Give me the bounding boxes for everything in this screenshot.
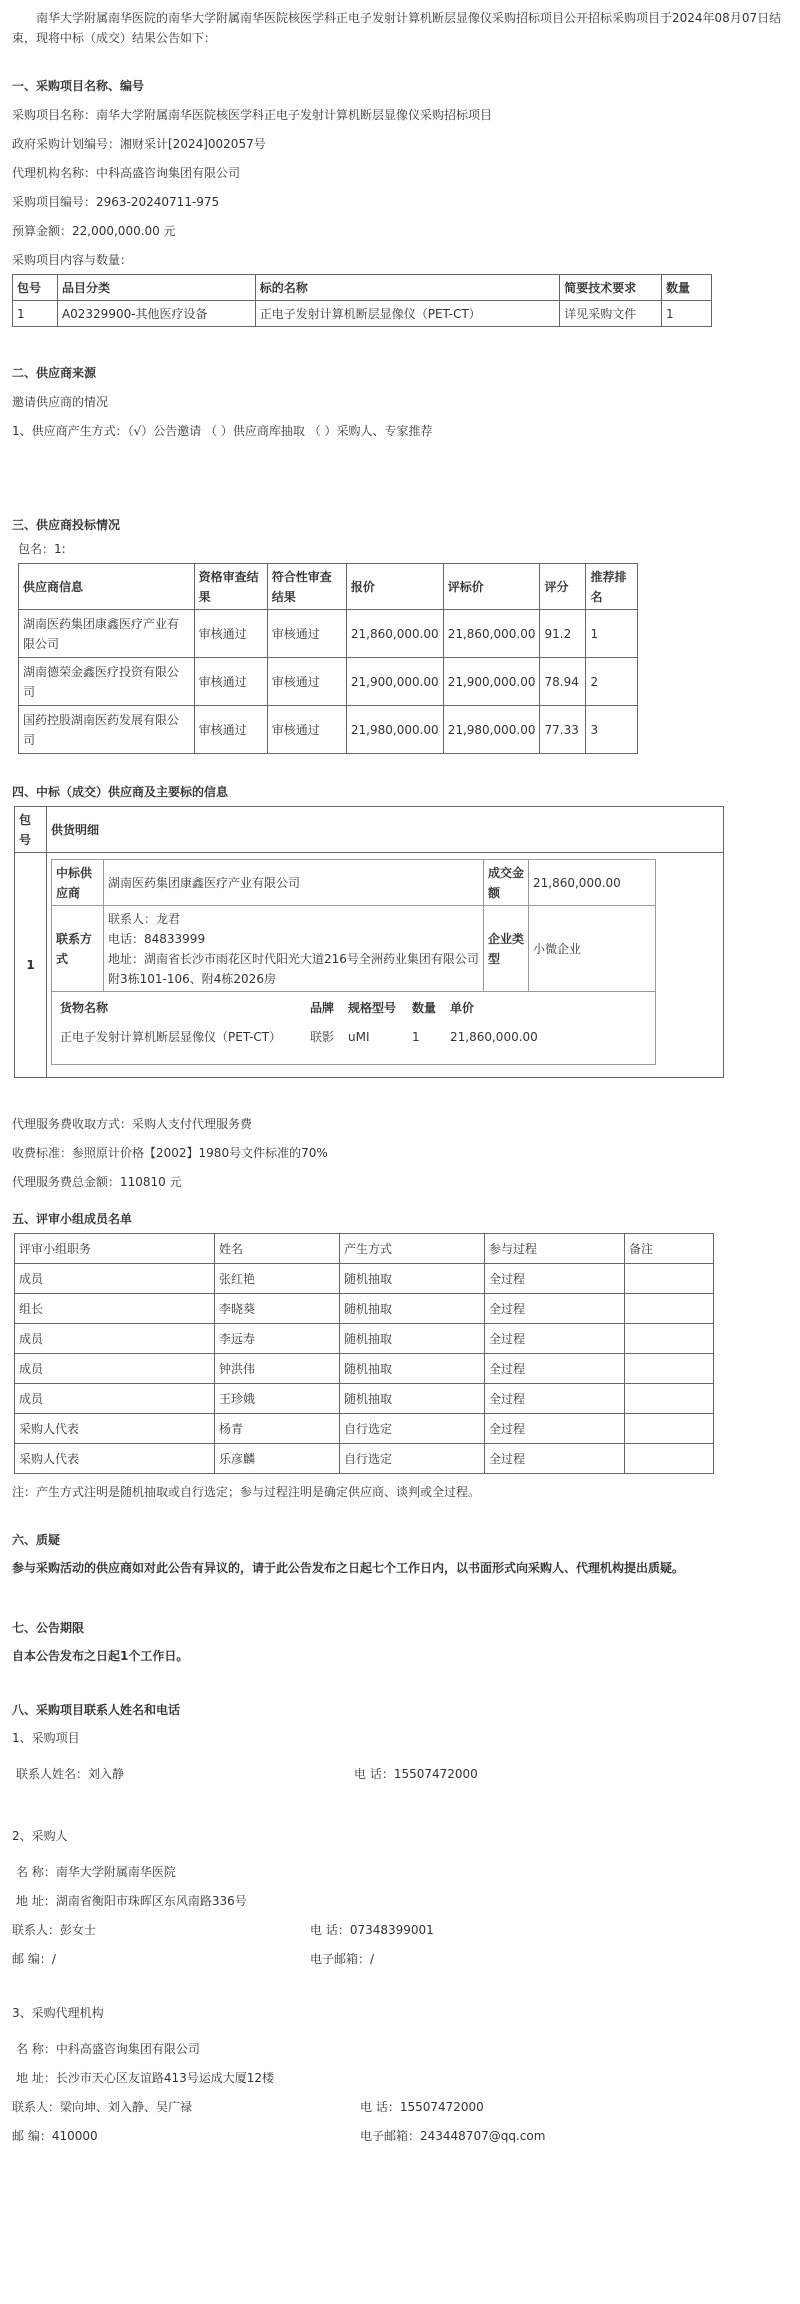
table-row [15, 1354, 714, 1384]
fee-standard: 收费标准：参照原计价格【2002】1980号文件标准的70% [12, 1146, 328, 1160]
agency-address: 地 址：长沙市天心区友谊路413号运成大厦12楼 [16, 2071, 274, 2085]
table-cell [625, 1414, 714, 1444]
supplier-method: 1、供应商产生方式：（√）公告邀请 （ ）供应商库抽取 （ ）采购人、专家推荐 [12, 424, 433, 438]
table-cell: 自行选定 [340, 1444, 485, 1474]
agency-contact: 联系人：梁向坤、刘入静、吴广禄 [12, 2100, 193, 2114]
table-row [19, 658, 638, 706]
panel-note: 注：产生方式注明是随机抽取或自行选定；参与过程注明是确定供应商、谈判或全过程。 [12, 1485, 481, 1499]
table-cell: 1 [412, 1030, 420, 1044]
project-name: 采购项目名称：南华大学附属南华医院核医学科正电子发射计算机断层显像仪采购招标项目 [12, 108, 493, 122]
table-cell: 采购人代表 [15, 1444, 215, 1474]
bids-header-price: 报价 [346, 564, 443, 610]
fee-method: 代理服务费收取方式：采购人支付代理服务费 [12, 1117, 253, 1131]
table-cell: 2 [586, 658, 638, 706]
contact-phone: 电话：84833999 [108, 931, 206, 946]
contact-project-title: 1、采购项目 [12, 1731, 80, 1745]
goods-header-price: 单价 [450, 1001, 475, 1015]
table-cell: 正电子发射计算机断层显像仪（PET-CT） [60, 1030, 282, 1044]
section-2-title: 二、供应商来源 [12, 366, 97, 380]
contact-buyer-title: 2、采购人 [12, 1829, 68, 1843]
winner-table [14, 806, 724, 1078]
table-cell: 审核通过 [267, 610, 346, 658]
table-cell: 全过程 [485, 1354, 625, 1384]
panel-header-method: 产生方式 [340, 1234, 485, 1264]
table-cell: 全过程 [485, 1384, 625, 1414]
amount-value: 21,860,000.00 [529, 860, 656, 906]
items-header-qty: 数量 [662, 275, 712, 301]
table-row [15, 1324, 714, 1354]
table-row [15, 1264, 714, 1294]
table-cell: 国药控股湖南医药发展有限公司 [19, 706, 195, 754]
bids-header-supplier: 供应商信息 [19, 564, 195, 610]
table-cell: 组长 [15, 1294, 215, 1324]
table-cell: 王珍娥 [215, 1384, 340, 1414]
plan-number: 政府采购计划编号：湘财采计[2024]002057号 [12, 137, 266, 151]
table-cell: 随机抽取 [340, 1354, 485, 1384]
agency-phone: 电 话：15507472000 [360, 2100, 484, 2114]
table-cell: 成员 [15, 1384, 215, 1414]
section-7-title: 七、公告期限 [12, 1621, 85, 1635]
bids-header-eval: 评标价 [443, 564, 540, 610]
table-cell [625, 1444, 714, 1474]
goods-header-model: 规格型号 [348, 1001, 397, 1015]
winner-pkg-number: 1 [15, 853, 47, 1078]
winner-name: 湖南医药集团康鑫医疗产业有限公司 [104, 860, 484, 906]
agency-contact-row [12, 2097, 788, 2117]
table-cell: 21,980,000.00 [346, 706, 443, 754]
budget-amount: 预算金额：22,000,000.00 元 [12, 224, 176, 238]
contact-info [104, 906, 484, 992]
panel-header-note: 备注 [625, 1234, 714, 1264]
table-cell: 全过程 [485, 1294, 625, 1324]
table-cell: 成员 [15, 1324, 215, 1354]
table-cell: 自行选定 [340, 1414, 485, 1444]
section-3-title: 三、供应商投标情况 [12, 518, 121, 532]
winner-header-detail: 供货明细 [47, 807, 724, 853]
table-cell: 全过程 [485, 1414, 625, 1444]
table-cell: 随机抽取 [340, 1264, 485, 1294]
agency-name: 代理机构名称：中科高盛咨询集团有限公司 [12, 166, 241, 180]
winner-header-pkg: 包号 [15, 807, 47, 853]
agency-post-row [12, 2126, 788, 2146]
table-cell: 1 [662, 301, 712, 327]
buyer-post-row [12, 1949, 788, 1969]
table-cell: 21,900,000.00 [346, 658, 443, 706]
type-label: 企业类型 [484, 906, 529, 992]
table-cell: 审核通过 [194, 706, 267, 754]
table-cell: uMI [348, 1030, 370, 1044]
table-cell: 成员 [15, 1264, 215, 1294]
table-cell: 杨青 [215, 1414, 340, 1444]
winner-detail-cell [47, 853, 724, 1078]
table-cell [625, 1264, 714, 1294]
table-cell: 21,900,000.00 [443, 658, 540, 706]
items-header-tech: 简要技术要求 [560, 275, 662, 301]
fee-total: 代理服务费总金额：110810 元 [12, 1175, 182, 1189]
table-cell [625, 1324, 714, 1354]
goods-header-name: 货物名称 [60, 1001, 109, 1015]
table-cell: 联影 [310, 1030, 335, 1044]
table-cell: 全过程 [485, 1264, 625, 1294]
bids-header-conform: 符合性审查结果 [267, 564, 346, 610]
section-5-title: 五、评审小组成员名单 [12, 1212, 133, 1226]
contact-label: 联系方式 [52, 906, 104, 992]
table-cell: 成员 [15, 1354, 215, 1384]
table-cell: 湖南德荣金鑫医疗投资有限公司 [19, 658, 195, 706]
table-row [19, 610, 638, 658]
table-cell: 审核通过 [194, 658, 267, 706]
table-row [19, 706, 638, 754]
table-cell: 审核通过 [267, 706, 346, 754]
winner-label: 中标供应商 [52, 860, 104, 906]
table-cell: 1 [13, 301, 58, 327]
package-name: 包名：1: [18, 542, 66, 556]
buyer-address: 地 址：湖南省衡阳市珠晖区东风南路336号 [16, 1894, 247, 1908]
panel-header-process: 参与过程 [485, 1234, 625, 1264]
project-contact-phone: 电 话：15507472000 [354, 1767, 478, 1781]
bids-header-score: 评分 [540, 564, 586, 610]
items-header-category: 品目分类 [57, 275, 255, 301]
table-cell [625, 1384, 714, 1414]
table-cell: 1 [586, 610, 638, 658]
amount-label: 成交金额 [484, 860, 529, 906]
table-cell: 详见采购文件 [560, 301, 662, 327]
table-cell: 21,980,000.00 [443, 706, 540, 754]
intro-paragraph: 南华大学附属南华医院的南华大学附属南华医院核医学科正电子发射计算机断层显像仪采购招标项目公开招标采购项目于2024年08月07日结束，现将中标（成交）结果公告如下： [12, 11, 782, 45]
table-cell: 21,860,000.00 [346, 610, 443, 658]
table-cell: 随机抽取 [340, 1294, 485, 1324]
table-cell: 3 [586, 706, 638, 754]
bids-header-rank: 推荐排名 [586, 564, 638, 610]
items-table [12, 274, 712, 327]
panel-table [14, 1233, 714, 1474]
table-row [13, 301, 712, 327]
section-6-title: 六、质疑 [12, 1533, 61, 1547]
table-cell: 随机抽取 [340, 1384, 485, 1414]
buyer-contact: 联系人：彭女士 [12, 1923, 97, 1937]
project-contact-row [12, 1764, 788, 1784]
agency-name-line: 名 称：中科高盛咨询集团有限公司 [16, 2042, 200, 2056]
panel-header-role: 评审小组职务 [15, 1234, 215, 1264]
table-row [56, 1020, 646, 1054]
challenge-text: 参与采购活动的供应商如对此公告有异议的，请于此公告发布之日起七个工作日内，以书面形式向采购人、代理机构提出质疑。 [12, 1561, 685, 1575]
table-cell [625, 1354, 714, 1384]
agency-postcode: 邮 编：410000 [12, 2129, 98, 2143]
table-cell: 91.2 [540, 610, 586, 658]
enterprise-type: 小微企业 [529, 906, 656, 992]
section-1-title: 一、采购项目名称、编号 [12, 79, 145, 93]
buyer-name: 名 称：南华大学附属南华医院 [16, 1865, 176, 1879]
contact-agency-title: 3、采购代理机构 [12, 2006, 104, 2020]
goods-header-qty: 数量 [412, 1001, 437, 1015]
goods-cell [52, 992, 656, 1065]
contact-person: 联系人：龙君 [108, 911, 181, 926]
table-cell: 湖南医药集团康鑫医疗产业有限公司 [19, 610, 195, 658]
panel-header-name: 姓名 [215, 1234, 340, 1264]
buyer-contact-row [12, 1920, 788, 1940]
table-cell: 全过程 [485, 1324, 625, 1354]
winner-info-table [51, 859, 656, 1065]
table-cell: 审核通过 [194, 610, 267, 658]
bids-header-qualify: 资格审查结果 [194, 564, 267, 610]
table-row [15, 1414, 714, 1444]
content-label: 采购项目内容与数量： [12, 253, 133, 267]
buyer-phone: 电 话：07348399001 [310, 1923, 434, 1937]
table-cell: 21,860,000.00 [443, 610, 540, 658]
table-cell: 审核通过 [267, 658, 346, 706]
section-4-title: 四、中标（成交）供应商及主要标的信息 [12, 785, 229, 799]
table-cell: A02329900-其他医疗设备 [57, 301, 255, 327]
buyer-postcode: 邮 编：/ [12, 1952, 56, 1966]
table-cell: 78.94 [540, 658, 586, 706]
notice-period: 自本公告发布之日起1个工作日。 [12, 1649, 189, 1663]
table-cell [625, 1294, 714, 1324]
table-cell: 采购人代表 [15, 1414, 215, 1444]
table-cell: 李远寿 [215, 1324, 340, 1354]
buyer-email: 电子邮箱：/ [310, 1952, 375, 1966]
project-contact-name: 联系人姓名：刘入静 [16, 1767, 125, 1781]
supplier-invite-label: 邀请供应商的情况 [12, 395, 109, 409]
table-cell: 全过程 [485, 1444, 625, 1474]
goods-table [56, 996, 646, 1054]
table-row [15, 1384, 714, 1414]
table-row [15, 1294, 714, 1324]
section-8-title: 八、采购项目联系人姓名和电话 [12, 1703, 181, 1717]
contact-address: 地址：湖南省长沙市雨花区时代阳光大道216号全洲药业集团有限公司附3栋101-106、附4栋2026房 [108, 951, 479, 986]
table-cell: 随机抽取 [340, 1324, 485, 1354]
table-cell: 77.33 [540, 706, 586, 754]
table-cell: 乐彦麟 [215, 1444, 340, 1474]
project-number: 采购项目编号：2963-20240711-975 [12, 195, 220, 209]
agency-email: 电子邮箱：243448707@qq.com [360, 2129, 546, 2143]
table-row [15, 1444, 714, 1474]
items-header-name: 标的名称 [255, 275, 559, 301]
table-cell: 21,860,000.00 [450, 1030, 538, 1044]
items-header-pkg: 包号 [13, 275, 58, 301]
bids-table [18, 563, 638, 754]
table-cell: 正电子发射计算机断层显像仪（PET-CT） [255, 301, 559, 327]
table-cell: 李晓葵 [215, 1294, 340, 1324]
goods-header-brand: 品牌 [310, 1001, 335, 1015]
table-cell: 张红艳 [215, 1264, 340, 1294]
table-cell: 钟洪伟 [215, 1354, 340, 1384]
